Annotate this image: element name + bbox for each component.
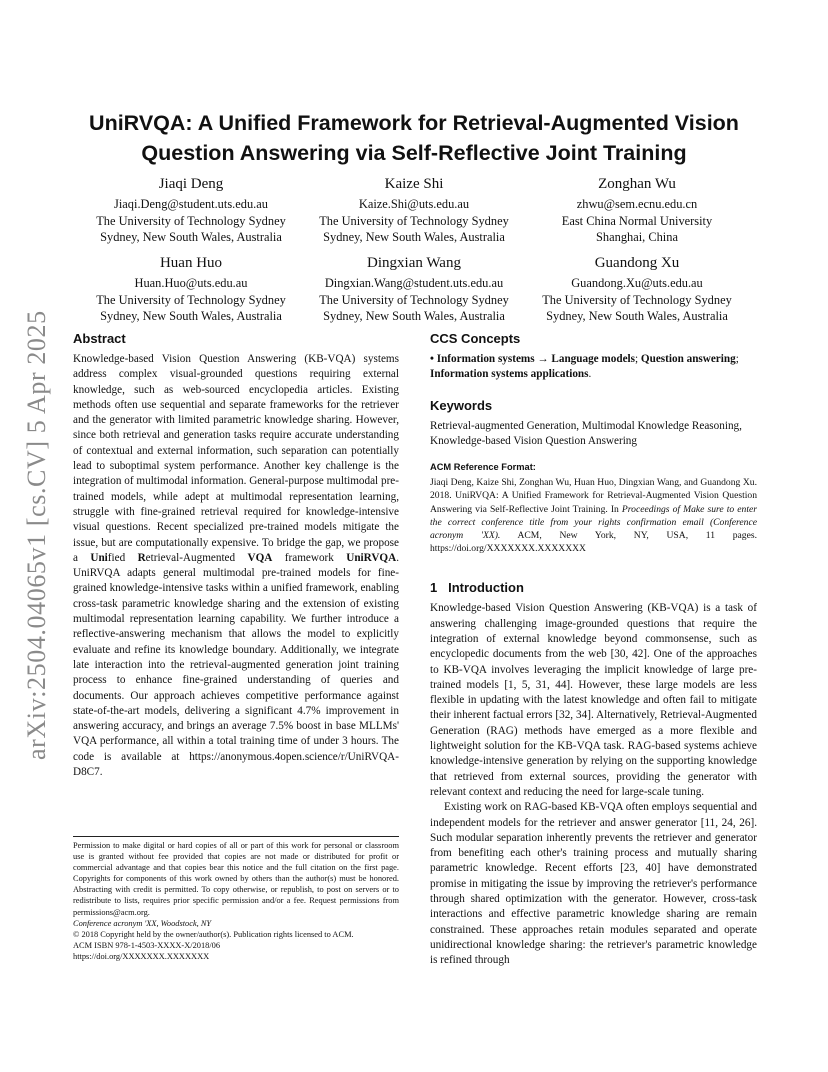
title-line-1: UniRVQA: A Unified Framework for Retrieval-Augmented Vision (89, 111, 739, 135)
copyright-footnote (73, 836, 399, 962)
author-email: Kaize.Shi@uts.edu.au (358, 197, 470, 211)
author-email: Huan.Huo@uts.edu.au (134, 276, 248, 290)
section-number: 1 (430, 580, 438, 596)
author-affiliation: The University of Technology Sydney (542, 292, 732, 307)
author-location: Sydney, New South Wales, Australia (323, 230, 505, 244)
paper-title (50, 108, 778, 168)
right-column (430, 330, 757, 969)
author-block (517, 174, 757, 246)
keywords-text: Retrieval-augmented Generation, Multimodal Knowledge Reasoning, Knowledge-based Vision Question Answering (430, 419, 742, 447)
intro-paragraph-2: Existing work on RAG-based KB-VQA often employs sequential and independent models for the retriever and answer generator [11, 24, 26]. Such modular separation inherently prevents the retriever and generator from benefiting each other's training process and mutually sharing parametric knowledge. Recent efforts [23, 40] have demonstrated promise in mitigating the issue by improving the retriever's performance through shared optimization with the generator. However, cross-task interactions and effective parametric knowledge sharing are remain constrained. These approaches retain modules separated and operate unidirectional knowledge sharing: the retriever's parametric knowledge is refined through (430, 801, 757, 967)
author-email: Dingxian.Wang@student.uts.edu.au (324, 276, 504, 290)
ccs-concepts-text: • Information systems → Language models; Question answering; Information systems applications. (430, 353, 739, 381)
author-location: Sydney, New South Wales, Australia (100, 309, 282, 323)
keywords-heading: Keywords (430, 397, 493, 413)
author-affiliation: East China Normal University (561, 213, 713, 228)
author-name: Zonghan Wu (598, 176, 676, 192)
author-name: Dingxian Wang (367, 255, 461, 271)
introduction-heading (430, 579, 757, 597)
author-affiliation: The University of Technology Sydney (319, 213, 509, 228)
author-email: Guandong.Xu@uts.edu.au (571, 276, 703, 290)
abstract-heading: Abstract (73, 331, 126, 346)
acm-reference-text: Jiaqi Deng, Kaize Shi, Zonghan Wu, Huan Huo, Dingxian Wang, and Guandong Xu. 2018. UniRVQA: A Unified Framework for Retrieval-Augmented Vision Question Answering via Self-Reflective Joint Training. In Proceedings of Make sure to enter the correct conference title from your rights confirmation email (Conference acronym 'XX). ACM, New York, NY, USA, 11 pages. https://doi.org/XXXXXXX.XXXXXXX (430, 477, 758, 555)
author-name: Jiaqi Deng (158, 176, 224, 192)
title-line-2: Question Answering via Self-Reflective Joint Training (141, 141, 687, 165)
ccs-heading: CCS Concepts (430, 331, 521, 346)
author-block (71, 253, 311, 325)
author-name: Huan Huo (159, 255, 223, 271)
intro-paragraph-1: Knowledge-based Vision Question Answering (KB-VQA) is a task of answering challenging image-grounded questions that require the integration of external knowledge beyond commonsense, such as encyclopedic documents from the web [30, 42]. One of the approaches to KB-VQA involves leveraging the implicit knowledge of large pre-trained models [1, 5, 31, 44]. However, these large models are less flexible in updating with the latest knowledge and often fail to mitigate their inherent factual errors [32, 34]. Alternatively, Retrieval-Augmented Generation (RAG) methods have emerged as a more flexible and lightweight solution for the KB-VQA task. RAG-based systems achieve knowledge-intensive generation by relying on the supporting knowledge that retrieved from external sources, providing the generator with relevant context and reducing the need for large-scale tuning. (430, 602, 757, 798)
author-block (294, 174, 534, 246)
doi-link[interactable]: https://doi.org/XXXXXXX.XXXXXXX (73, 951, 210, 961)
author-location: Sydney, New South Wales, Australia (100, 230, 282, 244)
author-name: Kaize Shi (384, 176, 444, 192)
footnote-rule (73, 836, 399, 837)
author-location: Sydney, New South Wales, Australia (323, 309, 505, 323)
author-affiliation: The University of Technology Sydney (319, 292, 509, 307)
author-affiliation: The University of Technology Sydney (96, 213, 286, 228)
abstract-text: Knowledge-based Vision Question Answering (KB-VQA) systems address complex visual-grounded questions requiring external knowledge, such as web-sourced encyclopedia articles. Existing methods often use sequential and separate frameworks for the retriever and the generator with limited parametric knowledge sharing. However, since both retrieval and generation tasks require accurate understanding of contextual and external information, such separation can potentially lead to suboptimal system performance. Another key challenge is the integration of multimodal information. General-purpose multimodal pre-trained models, while adept at multimodal representation learning, struggle with fine-grained retrieval required for knowledge-intensive visual questions. Recent specialized pre-trained models mitigate the issue, but are computationally expensive. To bridge the gap, we propose a Unified Retrieval-Augmented VQA framework UniRVQA. UniRVQA adapts general multimodal pre-trained models for fine-grained knowledge-intensive tasks within a unified framework, enabling cross-task parametric knowledge sharing and the extension of existing multimodal representation learning capability. We further introduce a reflective-answering mechanism that allows the model to explicitly evaluate and refine its knowledge boundary. Additionally, we integrate late interaction into the retrieval-augmented generation joint training process to enhance fine-grained understanding of queries and documents. Our approach achieves competitive performance against state-of-the-art models, delivering a significant 4.7% improvement in answering accuracy, and brings an average 7.5% boost in base MLLMs' VQA performance, all within a total training time of under 3 hours. The code is available at https://anonymous.4open.science/r/UniRVQA-D8C7. (73, 353, 400, 779)
section-title: Introduction (448, 580, 524, 596)
author-email: Jiaqi.Deng@student.uts.edu.au (114, 197, 268, 211)
author-affiliation: The University of Technology Sydney (96, 292, 286, 307)
author-location: Shanghai, China (596, 230, 678, 244)
isbn: ACM ISBN 978-1-4503-XXXX-X/2018/06 (73, 940, 221, 950)
author-block (294, 253, 534, 325)
author-block (71, 174, 311, 246)
author-location: Sydney, New South Wales, Australia (546, 309, 728, 323)
author-name: Guandong Xu (594, 255, 680, 271)
author-block (517, 253, 757, 325)
permission-notice: Permission to make digital or hard copies of all or part of this work for personal or classroom use is granted without fee provided that copies are not made or distributed for profit or commercial advantage and that copies bear this notice and the full citation on the first page. Copyrights for components of this work owned by others than the author(s) must be honored. Abstracting with credit is permitted. To copy otherwise, or republish, to post on servers or to redistribute to lists, requires prior specific permission and/or a fee. Request permissions from permissions@acm.org. (73, 841, 399, 917)
conference-info: Conference acronym 'XX, Woodstock, NY (73, 918, 212, 928)
author-email: zhwu@sem.ecnu.edu.cn (576, 197, 698, 211)
acm-reference-heading: ACM Reference Format: (430, 462, 536, 473)
left-column (73, 330, 399, 780)
arxiv-identifier: arXiv:2504.04065v1 [cs.CV] 5 Apr 2025 (22, 310, 51, 760)
copyright-notice: © 2018 Copyright held by the owner/author(s). Publication rights licensed to ACM. (73, 929, 354, 939)
